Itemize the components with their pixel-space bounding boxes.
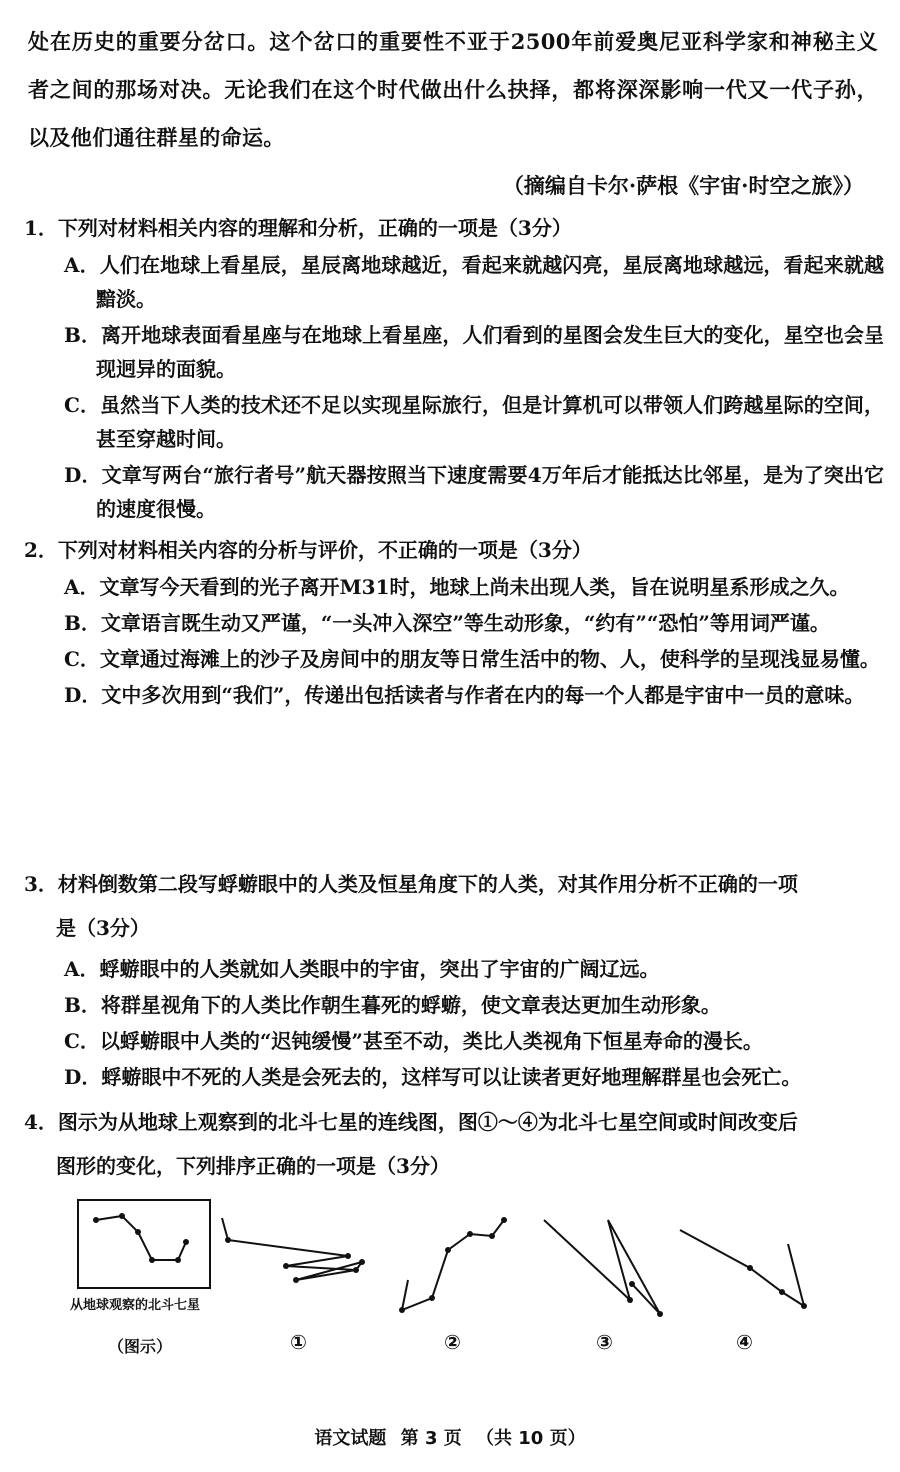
question-stem: 1．下列对材料相关内容的理解和分析，正确的一项是（3分） xyxy=(24,216,572,240)
diagram-2-stars xyxy=(399,1217,507,1313)
question-stem-line2: 是（3分） xyxy=(56,916,150,940)
question-3 xyxy=(24,862,884,1094)
option-c: C．以蜉蝣眼中人类的“迟钝缓慢”甚至不动，类比人类视角下恒星寿命的漫长。 xyxy=(64,1029,763,1053)
passage-source: （摘编自卡尔·萨根《宇宙·时空之旅》） xyxy=(502,173,864,198)
option-d: D．文中多次用到“我们”，传递出包括读者与作者在内的每一个人都是宇宙中一员的意味。 xyxy=(64,683,865,707)
diagram-2-line xyxy=(402,1220,504,1310)
figure-label-reference: （图示） xyxy=(108,1337,173,1356)
big-dipper-figure xyxy=(60,1190,840,1360)
diagram-1-line xyxy=(222,1218,362,1280)
option-b: B．离开地球表面看星座与在地球上看星座，人们看到的星图会发生巨大的变化，星空也会呈现迥异的面貌。 xyxy=(64,323,884,381)
option-b: B．将群星视角下的人类比作朝生暮死的蜉蝣，使文章表达更加生动形象。 xyxy=(64,993,721,1017)
question-stem-line1: 3．材料倒数第二段写蜉蝣眼中的人类及恒星角度下的人类，对其作用分析不正确的一项 xyxy=(24,872,798,896)
figure-label-1: ① xyxy=(290,1330,307,1354)
figure-label-4: ④ xyxy=(736,1330,753,1354)
diagram-3-line xyxy=(544,1220,660,1314)
passage-text: 处在历史的重要分岔口。这个岔口的重要性不亚于2500年前爱奥尼亚科学家和神秘主义者之间的那场对决。无论我们在这个时代做出什么抉择，都将深深影响一代又一代子孙，以及他们通往群星的命运。 xyxy=(28,29,878,150)
question-4 xyxy=(24,1100,884,1188)
option-d: D．蜉蝣眼中不死的人类是会死去的，这样写可以让读者更好地理解群星也会死亡。 xyxy=(64,1065,802,1089)
option-c: C．文章通过海滩上的沙子及房间中的朋友等日常生活中的物、人，使科学的呈现浅显易懂。 xyxy=(64,647,880,671)
option-d: D．文章写两台“旅行者号”航天器按照当下速度需要4万年后才能抵达比邻星，是为了突出它的速度很慢。 xyxy=(64,463,884,521)
reference-caption: 从地球观察的北斗七星 xyxy=(70,1298,201,1313)
diagram-1-stars xyxy=(225,1237,365,1283)
question-stem-line2: 图形的变化，下列排序正确的一项是（3分） xyxy=(56,1154,450,1178)
question-stem-line1: 4．图示为从地球上观察到的北斗七星的连线图，图①～④为北斗七星空间或时间改变后 xyxy=(24,1110,798,1134)
option-c: C．虽然当下人类的技术还不足以实现星际旅行，但是计算机可以带领人们跨越星际的空间，甚至穿越时间。 xyxy=(64,393,884,451)
page-footer xyxy=(0,1424,900,1450)
option-b: B．文章语言既生动又严谨，“一头冲入深空”等生动形象，“约有”“恐怕”等用词严谨。 xyxy=(64,611,830,635)
figure-label-3: ③ xyxy=(596,1330,613,1354)
option-a: A．蜉蝣眼中的人类就如人类眼中的宇宙，突出了宇宙的广阔辽远。 xyxy=(64,957,660,981)
option-a: A．文章写今天看到的光子离开M31时，地球上尚未出现人类，旨在说明星系形成之久。 xyxy=(64,575,850,599)
question-1 xyxy=(24,210,884,526)
footer-subject: 语文试题 xyxy=(314,1428,387,1449)
footer-page: 第 3 页 xyxy=(400,1428,462,1449)
diagram-4-line xyxy=(680,1230,804,1306)
reference-dipper-line xyxy=(96,1216,186,1260)
option-a: A．人们在地球上看星辰，星辰离地球越近，看起来就越闪亮，星辰离地球越远，看起来就越黯淡。 xyxy=(64,253,884,311)
question-stem: 2．下列对材料相关内容的分析与评价，不正确的一项是（3分） xyxy=(24,538,592,562)
question-2 xyxy=(24,532,884,712)
figure-label-2: ② xyxy=(444,1330,461,1354)
footer-total: （共 10 页） xyxy=(476,1428,586,1449)
